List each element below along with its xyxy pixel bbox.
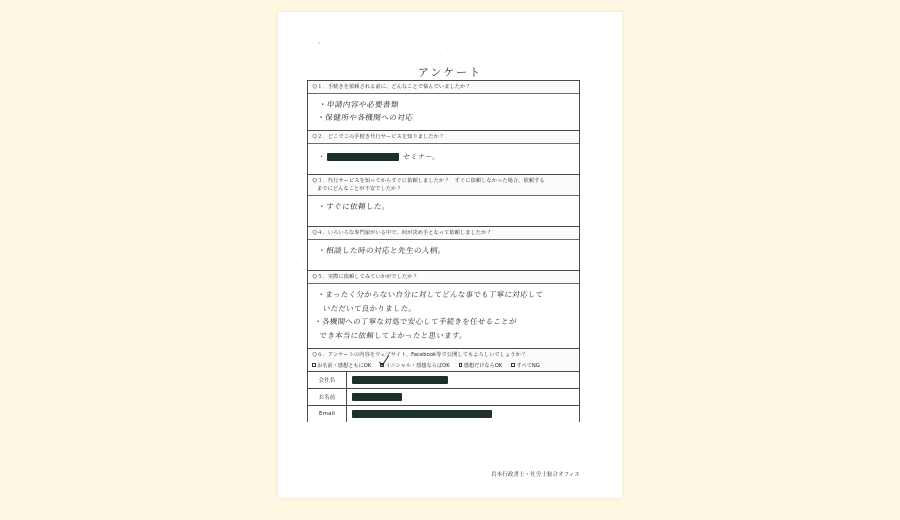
question-header-q2: Ｑ２．どこでこの手続き代行サービスを知りましたか？ (308, 131, 579, 144)
redaction-bar-q2 (327, 153, 399, 161)
answer-line: ・申請内容や必要書類 (318, 100, 400, 110)
handwritten-answer-q2 (318, 148, 573, 163)
scan-noise-speckle (398, 34, 399, 35)
contact-label-name: お名前 (308, 389, 347, 405)
consent-option-comment-only[interactable] (459, 362, 503, 369)
question-header-q1: Ｑ１．手続きを依頼される前に、どんなことで悩んでいましたか？ (308, 81, 579, 94)
scanned-questionnaire-paper (278, 12, 622, 498)
scan-noise-speckle (361, 53, 362, 54)
checkbox-icon[interactable] (511, 363, 515, 367)
consent-option-label: 感想だけならOK (463, 362, 503, 369)
answer-area-q1[interactable] (308, 94, 579, 130)
redaction-bar-email (352, 410, 492, 418)
contact-details-table (308, 372, 579, 422)
contact-value-name[interactable] (347, 389, 579, 405)
answer-area-q4[interactable] (308, 240, 579, 270)
question-header-q4: Ｑ４．いろいろな専門家がいる中で、何が決め手となって依頼しましたか？ (308, 227, 579, 240)
redaction-bar-company (352, 376, 448, 384)
question-block-q2 (308, 131, 579, 175)
answer-line: ・各機関への丁寧な対処で安心して手続きを任せることが (313, 317, 518, 327)
answer-line: ・相談した時の対応と先生の人柄。 (317, 245, 447, 255)
publication-consent-options (308, 361, 579, 371)
contact-row-company (308, 372, 579, 388)
scan-noise-speckle (296, 262, 297, 263)
answer-line: ・すぐに依頼した。 (317, 201, 391, 211)
scan-noise-speckle (506, 30, 507, 31)
scan-noise-speckle (549, 56, 550, 57)
scan-noise-speckle (588, 40, 589, 41)
consent-option-initials-and-comment[interactable] (380, 362, 449, 369)
consent-option-label: すべてNG (516, 362, 540, 369)
answer-line: ・まったく分からない自分に対してどんな事でも丁寧に対応して (317, 289, 545, 299)
consent-option-name-and-comment[interactable] (312, 362, 371, 369)
document-footer-office-name: 岩本行政書士・社労士総合オフィス (491, 472, 580, 478)
contact-row-email (308, 405, 579, 422)
scan-noise-speckle (483, 452, 484, 453)
question-block-q4 (308, 227, 579, 271)
consent-option-label: イニシャル・感想ならばOK (385, 362, 450, 369)
answer-area-q5[interactable] (308, 284, 579, 348)
questionnaire-table (307, 80, 580, 422)
document-title: アンケート (417, 66, 483, 79)
handwritten-answer-q1 (316, 98, 574, 125)
contact-value-company[interactable] (347, 372, 579, 388)
question-header-line: までにどんなことが不安でしたか？ (317, 185, 402, 192)
answer-line: ・保健所や各機関への対応 (316, 113, 414, 123)
question-block-q5 (308, 271, 579, 349)
contact-label-company: 会社名 (308, 372, 347, 388)
scan-noise-speckle (598, 132, 599, 133)
handwritten-answer-q5 (312, 288, 577, 343)
question-block-q3 (308, 175, 579, 227)
question-block-q6 (308, 349, 579, 372)
contact-row-name (308, 388, 579, 405)
question-header-q6: Ｑ６．アンケートの内容をウェブサイト、Facebook等で公開してもよろしいでしょうか？ (308, 349, 579, 361)
bullet-dot: ・ (317, 152, 326, 161)
answer-area-q3[interactable] (308, 196, 579, 226)
contact-value-email[interactable] (347, 406, 579, 422)
consent-option-all-ng[interactable] (511, 362, 539, 369)
checkbox-icon[interactable] (380, 363, 384, 367)
scan-noise-speckle (318, 42, 320, 44)
handwritten-answer-q4 (317, 244, 574, 257)
checkbox-icon[interactable] (459, 363, 463, 367)
contact-label-email: Email (308, 406, 347, 422)
checkbox-icon[interactable] (312, 363, 316, 367)
question-header-q3 (308, 175, 579, 196)
redaction-bar-name (352, 393, 402, 401)
question-header-line: Ｑ３．代行サービスを知ってからすぐに依頼しましたか？ すぐに依頼しなかった場合、依頼する (312, 177, 545, 184)
handwritten-answer-q3 (317, 200, 574, 213)
question-header-q5: Ｑ５．実際に依頼してみていかがでしたか？ (308, 271, 579, 284)
answer-line: いただいて良かりました。 (322, 303, 417, 313)
consent-option-label: お名前・感想ともにOK (317, 362, 372, 369)
answer-suffix-q2: セミナー。 (402, 152, 441, 161)
answer-line: でき本当に依頼してよかったと思います。 (318, 331, 468, 340)
answer-area-q2[interactable] (308, 144, 579, 174)
scan-noise-speckle (446, 48, 447, 49)
question-block-q1 (308, 81, 579, 131)
